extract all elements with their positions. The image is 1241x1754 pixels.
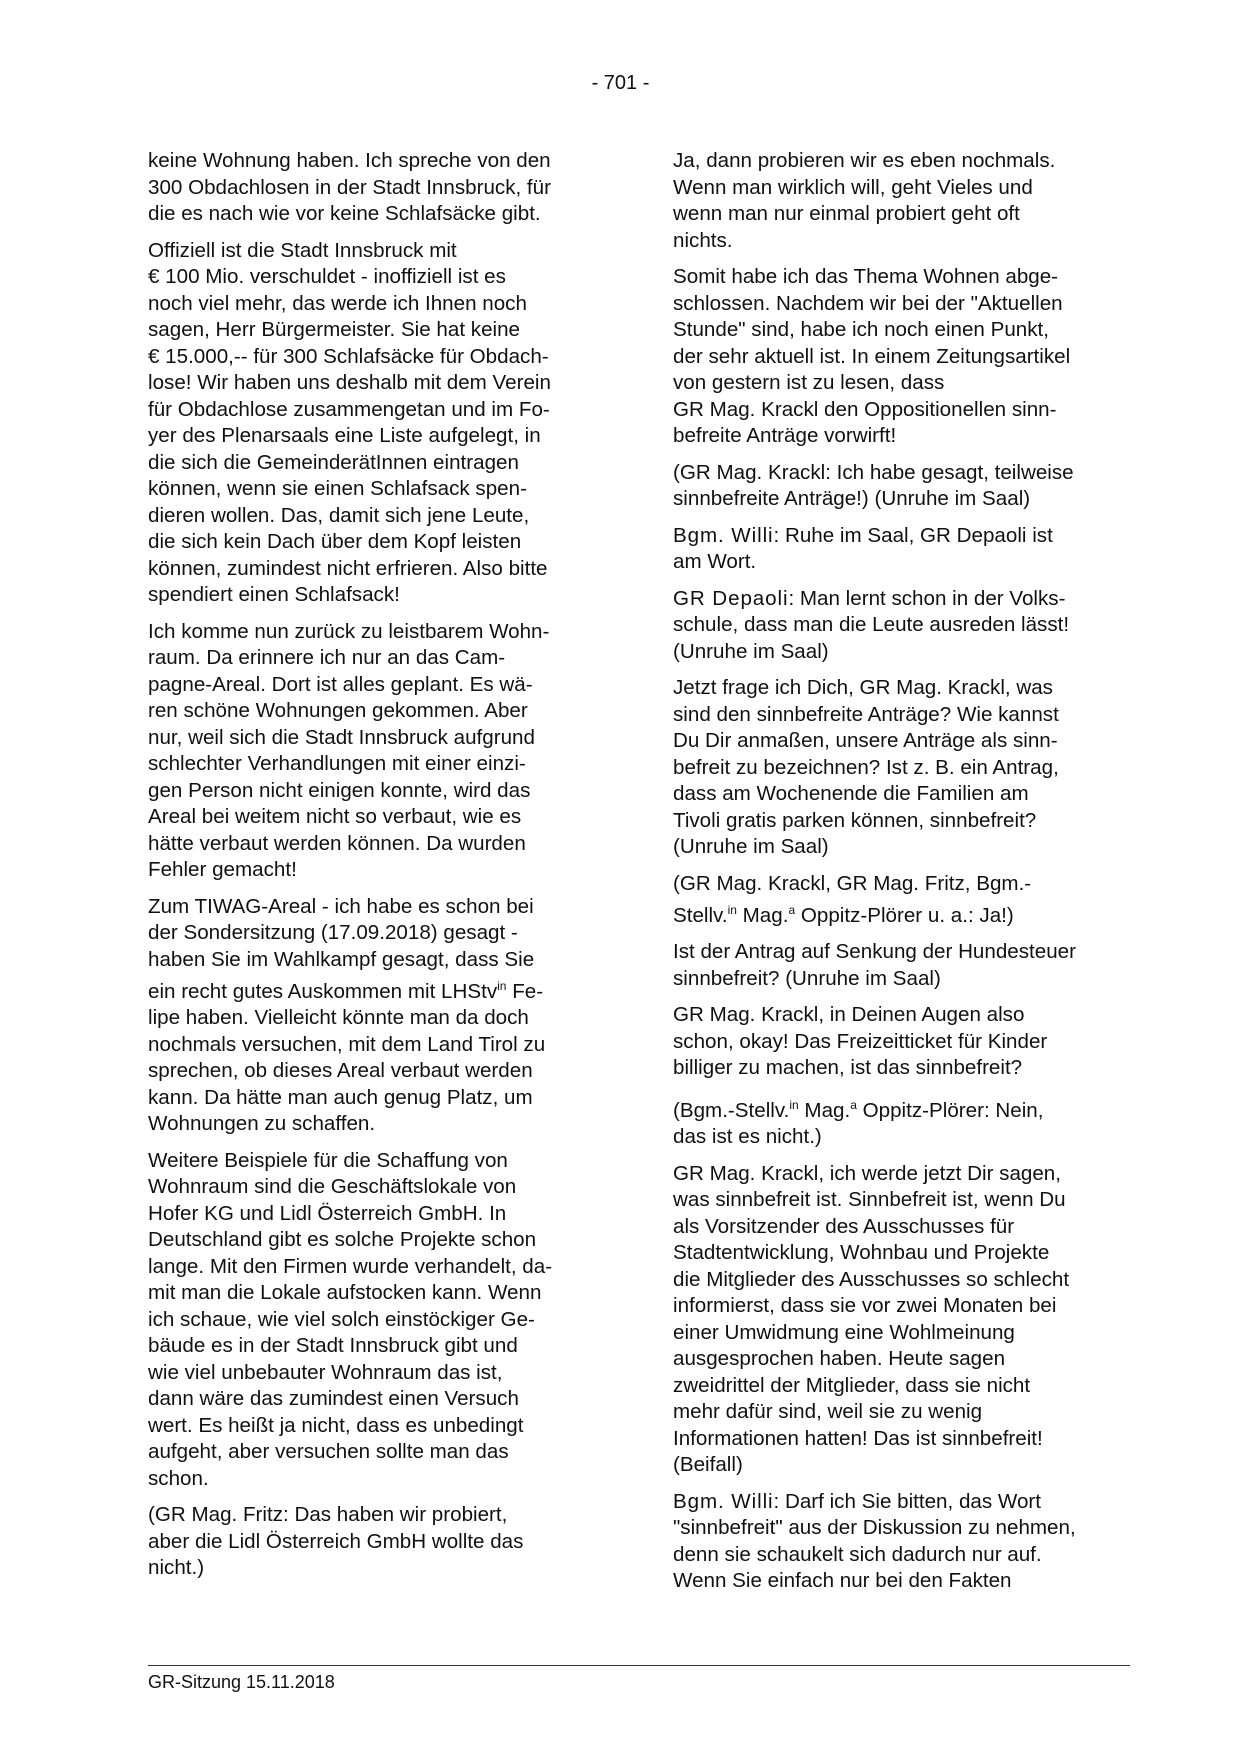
paragraph: (GR Mag. Krackl: Ich habe gesagt, teilweise sinnbefreite Anträge!) (Unruhe im Saal) [673,460,1074,510]
paragraph: Weitere Beispiele für die Schaffung von Wohnraum sind die Geschäftslokale von Hofer KG und Lidl Österreich GmbH. In Deutschland gibt es solche Projekte schon lange. Mit den Firmen wurde verhandelt, da- mit man die Lokale aufstocken kann. Wenn ich schaue, wie viel solch einstöckiger Ge- bäude es in der Stadt Innsbruck gibt und wie viel unbebauter Wohnraum das ist, dann wäre das zumindest einen Versuch wert. Es heißt ja nicht, dass es unbedingt aufgeht, aber versuchen sollte man das schon. [148,1148,553,1490]
footer-divider [148,1665,1130,1666]
paragraph: (GR Mag. Fritz: Das haben wir probiert, aber die Lidl Österreich GmbH wollte das nicht.) [148,1503,524,1580]
paragraph: Bgm. Willi: Darf ich Sie bitten, das Wort "sinnbefreit" aus der Diskussion zu nehmen, denn sie schaukelt sich dadurch nur auf. Wenn Sie einfach nur bei den Fakten [673,1489,1076,1593]
paragraph: Ja, dann probieren wir es eben nochmals. Wenn man wirklich will, geht Vieles und wenn man nur einmal probiert geht oft nichts. [673,149,1056,252]
paragraph: (GR Mag. Krackl, GR Mag. Fritz, Bgm.- Stellv.$^{in}$ Mag.$^a$ Oppitz-Plörer u. a.: Ja!) [673,871,1032,927]
paragraph: Offiziell ist die Stadt Innsbruck mit € 100 Mio. verschuldet - inoffiziell ist es noch viel mehr, das werde ich Ihnen noch sagen, Herr Bürgermeister. Sie hat keine € 15.000,-- für 300 Schlafsäcke für Obdach- lose! Wir haben uns deshalb mit dem Verein für Obdachlose zusammengetan und im Fo- yer des Plenarsaals eine Liste aufgelegt, in die sich die GemeinderätInnen eintragen können, wenn sie einen Schlafsack spen- dieren wollen. Das, damit sich jene Leute, die sich kein Dach über dem Kopf leisten können, zumindest nicht erfrieren. Also bitte spendiert einen Schlafsack! [148,238,551,606]
page-number: - 701 - [591,72,650,94]
paragraph: Ich komme nun zurück zu leistbarem Wohn- raum. Da erinnere ich nur an das Cam- pagne-Areal. Dort ist alles geplant. Es wä- ren schöne Wohnungen gekommen. Aber nur, weil sich die Stadt Innsbruck aufgrund schlechter Verhandlungen mit einer einzi- gen Person nicht einigen konnte, wird das Areal bei weitem nicht so verbaut, wie es hätte verbaut werden können. Da wurden Fehler gemacht! [148,619,550,881]
paragraph: (Bgm.-Stellv.$^{in}$ Mag.$^a$ Oppitz-Plörer: Nein, das ist es nicht.) [673,1097,1044,1149]
speaker-name: Bgm. Willi [673,1489,774,1513]
paragraph: keine Wohnung haben. Ich spreche von den 300 Obdachlosen in der Stadt Innsbruck, für die es nach wie vor keine Schlafsäcke gibt. [148,149,551,225]
paragraph: GR Mag. Krackl, ich werde jetzt Dir sagen, was sinnbefreit ist. Sinnbefreit ist, wenn Du als Vorsitzender des Ausschusses für Stadtentwicklung, Wohnbau und Projekte die Mitglieder des Ausschusses so schlecht informierst, dass sie vor zwei Monaten bei einer Umwidmung eine Wohlmeinung ausgesprochen haben. Heute sagen zweidrittel der Mitglieder, dass sie nicht mehr dafür sind, weil sie zu wenig Informationen hatten! Das ist sinnbefreit! (Beifall) [673,1161,1070,1477]
paragraph: Jetzt frage ich Dich, GR Mag. Krackl, was sind den sinnbefreite Anträge? Wie kannst Du Dir anmaßen, unsere Anträge als sinn- befreit zu bezeichnen? Ist z. B. ein Antrag, dass am Wochenende die Familien am Tivoli gratis parken können, sinnbefreit? (Unruhe im Saal) [673,676,1059,858]
speaker-name: Bgm. Willi [673,523,774,547]
paragraph: Somit habe ich das Thema Wohnen abge- schlossen. Nachdem wir bei der "Aktuellen Stunde" sind, habe ich noch einen Punkt, der sehr aktuell ist. In einem Zeitungsartikel von gestern ist zu lesen, dass GR Mag. Krackl den Oppositionellen sinn- befreite Anträge vorwirft! [673,265,1071,447]
footer-session-date: GR-Sitzung 15.11.2018 [148,1672,335,1692]
paragraph: Bgm. Willi: Ruhe im Saal, GR Depaoli ist am Wort. [673,523,1053,573]
paragraph: GR Depaoli: Man lernt schon in der Volks- schule, dass man die Leute ausreden lässt! (Unruhe im Saal) [673,586,1070,663]
speaker-name: GR Depaoli [673,586,789,610]
right-column [673,148,1123,1605]
paragraph: Zum TIWAG-Areal - ich habe es schon bei der Sondersitzung (17.09.2018) gesagt - haben Sie im Wahlkampf gesagt, dass Sie ein recht gutes Auskommen mit LHStv$^{in}$ Fe- lipe haben. Vielleicht könnte man da doch nochmals versuchen, mit dem Land Tirol zu sprechen, ob dieses Areal verbaut werden kann. Da hätte man auch genug Platz, um Wohnungen zu schaffen. [148,894,546,1136]
paragraph: Ist der Antrag auf Senkung der Hundesteuer sinnbefreit? (Unruhe im Saal) [673,940,1076,990]
left-column [148,148,598,1592]
paragraph: GR Mag. Krackl, in Deinen Augen also schon, okay! Das Freizeitticket für Kinder billiger zu machen, ist das sinnbefreit? [673,1003,1048,1080]
